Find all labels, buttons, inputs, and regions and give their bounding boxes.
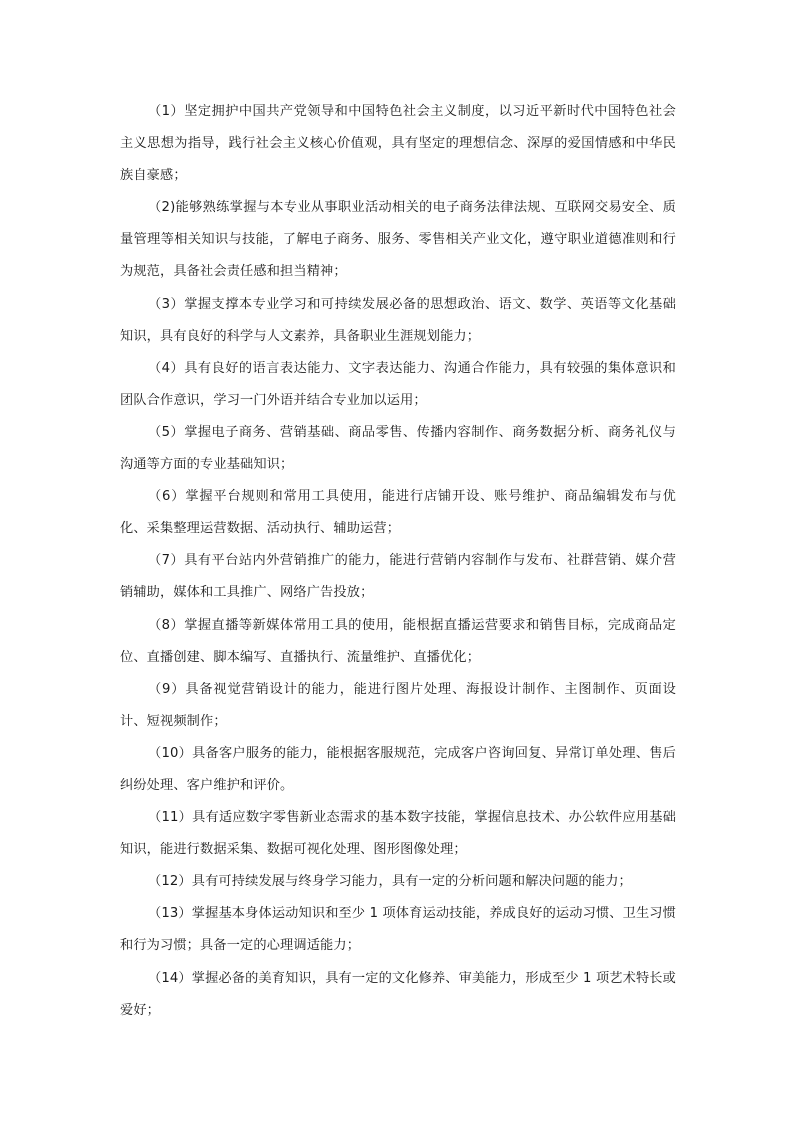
paragraph-item-4: （4）具有良好的语言表达能力、文字表达能力、沟通合作能力，具有较强的集体意识和团队合作意识，学习一门外语并结合专业加以运用；	[120, 360, 676, 408]
paragraph-item-9: （9）具备视觉营销设计的能力，能进行图片处理、海报设计制作、主图制作、页面设计、短视频制作；	[120, 681, 676, 729]
paragraph-item-6: （6）掌握平台规则和常用工具使用，能进行店铺开设、账号维护、商品编辑发布与优化、采集整理运营数据、活动执行、辅助运营；	[120, 489, 676, 537]
paragraph-item-2: （2)能够熟练掌握与本专业从事职业活动相关的电子商务法律法规、互联网交易安全、质量管理等相关知识与技能，了解电子商务、服务、零售相关产业文化，遵守职业道德准则和行为规范，具备社会责任感和担当精神；	[120, 200, 676, 280]
paragraph-item-13: （13）掌握基本身体运动知识和至少 1 项体育运动技能，养成良好的运动习惯、卫生习惯和行为习惯；具备一定的心理调适能力；	[120, 906, 676, 954]
paragraph-item-12: （12）具有可持续发展与终身学习能力，具有一定的分析问题和解决问题的能力；	[148, 874, 632, 890]
paragraph-item-5: （5）掌握电子商务、营销基础、商品零售、传播内容制作、商务数据分析、商务礼仪与沟通等方面的专业基础知识；	[120, 424, 676, 473]
paragraph-item-8: （8）掌握直播等新媒体常用工具的使用，能根据直播运营要求和销售目标，完成商品定位、直播创建、脚本编写、直播执行、流量维护、直播优化；	[120, 617, 676, 665]
paragraph-item-11: （11）具有适应数字零售新业态需求的基本数字技能，掌握信息技术、办公软件应用基础知识，能进行数据采集、数据可视化处理、图形图像处理；	[120, 810, 676, 858]
paragraph-item-7: （7）具有平台站内外营销推广的能力，能进行营销内容制作与发布、社群营销、媒介营销辅助，媒体和工具推广、网络广告投放；	[120, 553, 676, 601]
paragraph-item-14: （14）掌握必备的美育知识，具有一定的文化修养、审美能力，形成至少 1 项艺术特长或爱好；	[120, 970, 676, 1018]
document-body	[120, 96, 676, 1027]
paragraph-item-3: （3）掌握支撑本专业学习和可持续发展必备的思想政治、语文、数学、英语等文化基础知识，具有良好的科学与人文素养，具备职业生涯规划能力；	[120, 296, 676, 344]
paragraph-item-10: （10）具备客户服务的能力，能根据客服规范，完成客户咨询回复、异常订单处理、售后纠纷处理、客户维护和评价。	[120, 745, 676, 793]
paragraph-item-1: （1）坚定拥护中国共产党领导和中国特色社会主义制度，以习近平新时代中国特色社会主义思想为指导，践行社会主义核心价值观，具有坚定的理想信念、深厚的爱国情感和中华民族自豪感；	[120, 104, 676, 184]
